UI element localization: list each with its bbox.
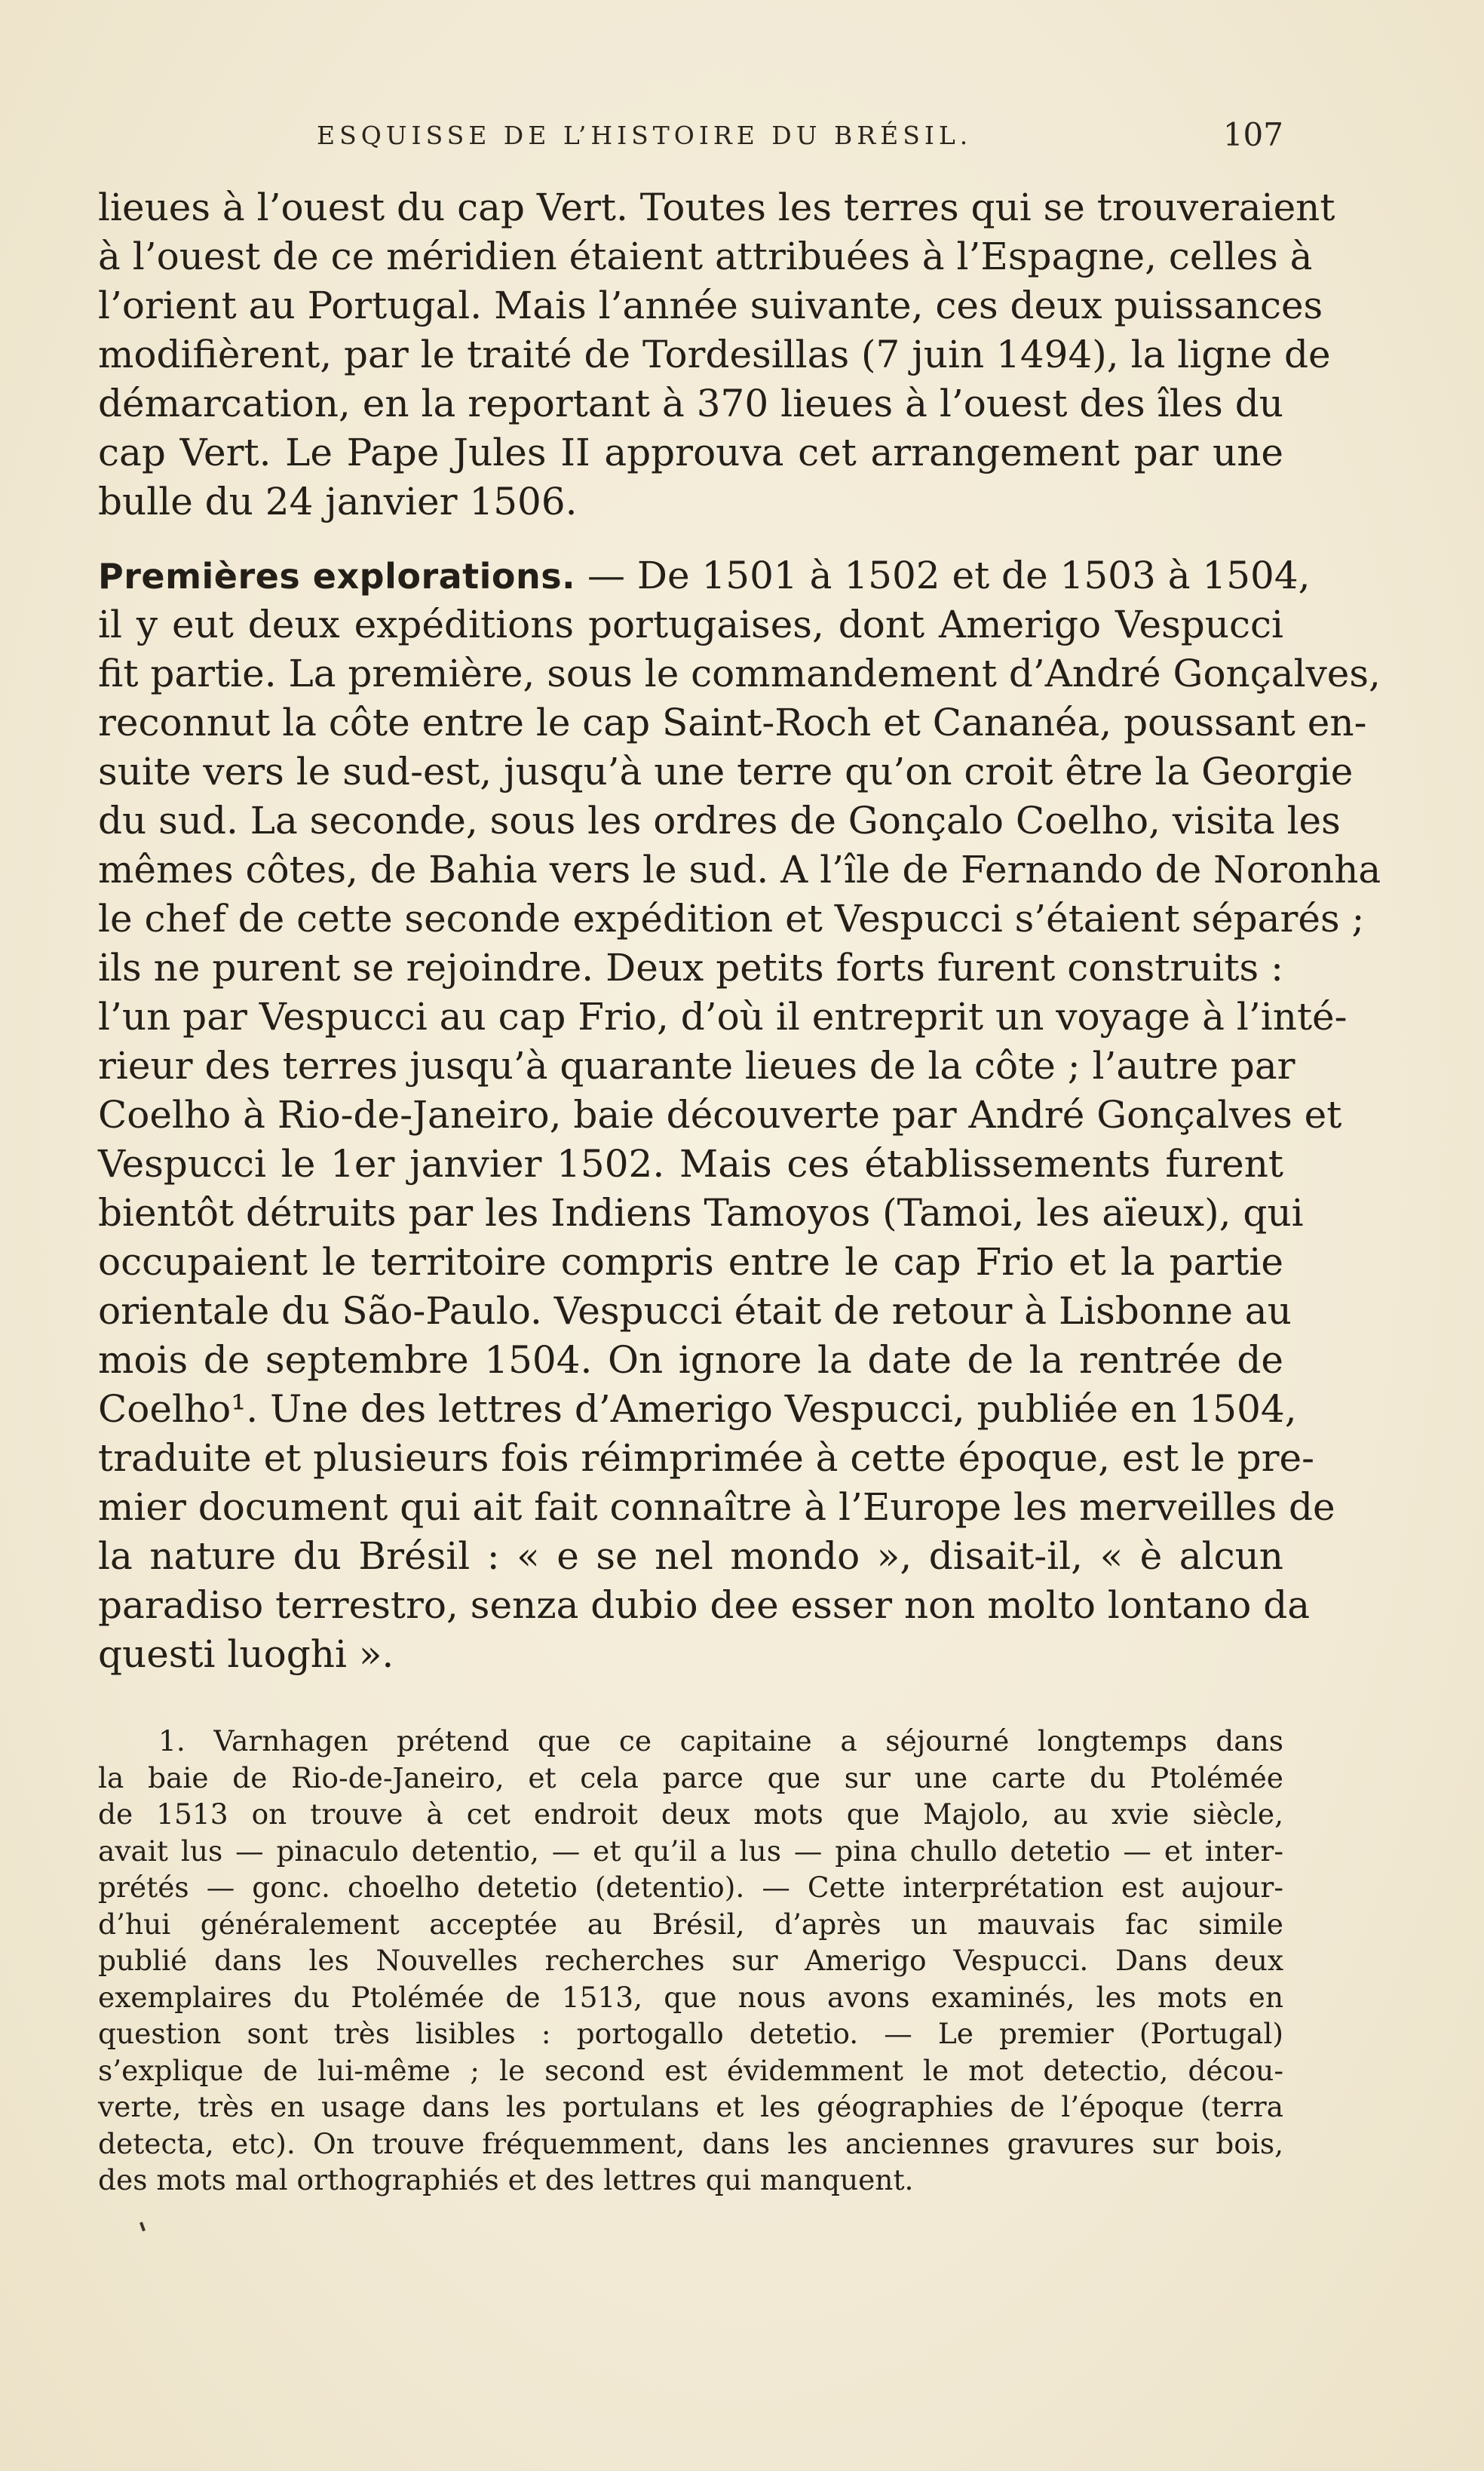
text-line: Vespucci le 1er janvier 1502. Mais ces établissements furent	[98, 1142, 1283, 1186]
footnote-line: la baie de Rio-de-Janeiro, et cela parce que sur une carte du Ptolémée	[98, 1760, 1283, 1794]
footnote-line: publié dans les Nouvelles recherches sur Amerigo Vespucci. Dans deux	[98, 1944, 1283, 1977]
text-line: mois de septembre 1504. On ignore la date de la rentrée de	[98, 1338, 1283, 1382]
footnote-line: prétés — gonc. choelho detetio (detentio). — Cette interprétation est aujour-	[98, 1871, 1283, 1904]
footnote-line: de 1513 on trouve à cet endroit deux mots que Majolo, au xvie siècle,	[98, 1797, 1283, 1831]
ink-speck	[140, 2222, 146, 2232]
text-line: mêmes côtes, de Bahia vers le sud. A l’île de Fernando de Noronha	[98, 848, 1381, 892]
page-number: 107	[1222, 116, 1283, 153]
text-line: orientale du São-Paulo. Vespucci était de retour à Lisbonne au	[98, 1289, 1292, 1333]
text-line: occupaient le territoire compris entre le cap Frio et la partie	[98, 1240, 1283, 1284]
paragraph-2	[98, 551, 1381, 1679]
text-line: bientôt détruits par les Indiens Tamoyos (Tamoi, les aïeux), qui	[98, 1191, 1304, 1235]
text-line: il y eut deux expéditions portugaises, dont Amerigo Vespucci	[98, 603, 1283, 646]
text-line: l’orient au Portugal. Mais l’année suivante, ces deux puissances	[98, 284, 1323, 327]
footnote-line: verte, très en usage dans les portulans et les géographies de l’époque (terra	[98, 2090, 1283, 2123]
text-line: à l’ouest de ce méridien étaient attribuées à l’Espagne, celles à	[98, 235, 1313, 278]
footnote-line: d’hui généralement acceptée au Brésil, d’après un mauvais fac simile	[98, 1907, 1283, 1941]
text-line: Coelho¹. Une des lettres d’Amerigo Vespucci, publiée en 1504,	[98, 1387, 1297, 1431]
paragraph-1	[98, 183, 1335, 526]
text-line: mier document qui ait fait connaître à l’Europe les merveilles de	[98, 1485, 1335, 1529]
text-line: le chef de cette seconde expédition et Vespucci s’étaient séparés ;	[98, 897, 1365, 941]
text-fragment: — De 1501 à 1502 et de 1503 à 1504,	[575, 554, 1311, 597]
text-line: traduite et plusieurs fois réimprimée à cette époque, est le pre-	[98, 1436, 1315, 1480]
text-line: modifièrent, par le traité de Tordesillas (7 juin 1494), la ligne de	[98, 333, 1331, 376]
footnote-line: detecta, etc). On trouve fréquemment, dans les anciennes gravures sur bois,	[98, 2126, 1283, 2160]
paragraph-gap	[98, 526, 1283, 551]
text-line: cap Vert. Le Pape Jules II approuva cet arrangement par une	[98, 431, 1283, 474]
text-line: fit partie. La première, sous le commandement d’André Gonçalves,	[98, 652, 1381, 695]
section-heading: Premières explorations.	[98, 556, 576, 597]
text-line: rieur des terres jusqu’à quarante lieues de la côte ; l’autre par	[98, 1044, 1295, 1088]
page-header	[98, 116, 1283, 166]
text-line: suite vers le sud-est, jusqu’à une terre qu’on croit être la Georgie	[98, 750, 1354, 793]
text-line	[98, 551, 1311, 600]
footnote-line: avait lus — pinaculo detentio, — et qu’il a lus — pina chullo detetio — et inter-	[98, 1834, 1283, 1868]
text-line: la nature du Brésil : « e se nel mondo », disait-il, « è alcun	[98, 1534, 1283, 1578]
text-line: ils ne purent se rejoindre. Deux petits forts furent construits :	[98, 946, 1283, 990]
footnote-line: exemplaires du Ptolémée de 1513, que nous avons examinés, les mots en	[98, 1980, 1283, 2014]
footnote-line: des mots mal orthographiés et des lettres qui manquent.	[98, 2163, 914, 2196]
main-text	[98, 183, 1381, 1679]
text-line: questi luoghi ».	[98, 1632, 394, 1676]
text-line: Coelho à Rio-de-Janeiro, baie découverte par André Gonçalves et	[98, 1093, 1342, 1137]
footnote-line: s’explique de lui-même ; le second est évidemment le mot detectio, décou-	[98, 2053, 1283, 2087]
text-line: du sud. La seconde, sous les ordres de Gonçalo Coelho, visita les	[98, 799, 1341, 843]
text-line: l’un par Vespucci au cap Frio, d’où il entreprit un voyage à l’inté-	[98, 995, 1348, 1039]
text-line: paradiso terrestro, senza dubio dee esser non molto lontano da	[98, 1583, 1311, 1627]
text-line: reconnut la côte entre le cap Saint-Roch et Cananéa, poussant en-	[98, 701, 1367, 744]
footnotes	[98, 1723, 1283, 2199]
text-line: démarcation, en la reportant à 370 lieues à l’ouest des îles du	[98, 382, 1283, 425]
running-title: ESQUISSE DE L’HISTOIRE DU BRÉSIL.	[317, 121, 973, 150]
text-line: lieues à l’ouest du cap Vert. Toutes les terres qui se trouveraient	[98, 186, 1335, 229]
footnote-line: 1. Varnhagen prétend que ce capitaine a séjourné longtemps dans	[158, 1724, 1283, 1757]
footnote-line: question sont très lisibles : portogallo detetio. — Le premier (Portugal)	[98, 2017, 1283, 2050]
text-line: bulle du 24 janvier 1506.	[98, 480, 578, 523]
